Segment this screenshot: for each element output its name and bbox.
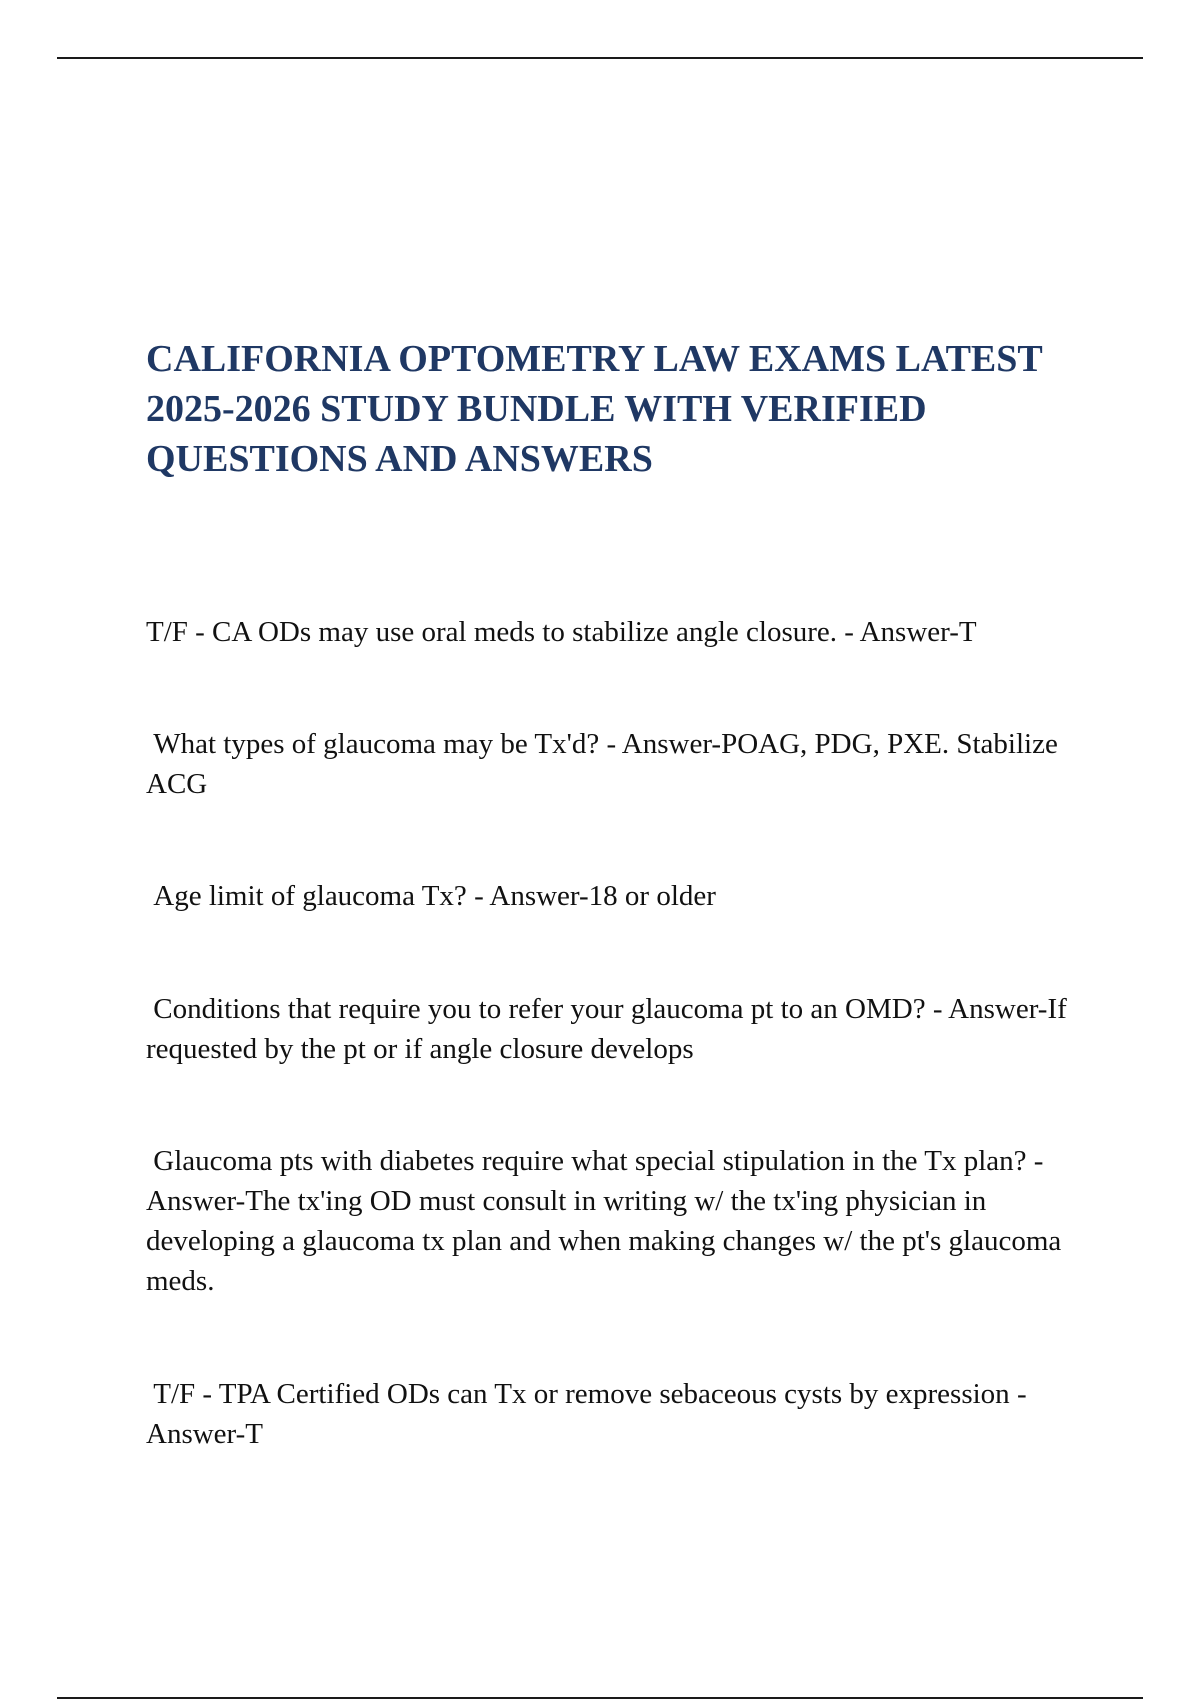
question-text: Glaucoma pts with diabetes require what special stipulation in the Tx plan? (146, 1145, 1027, 1177)
question-text: Age limit of glaucoma Tx? (146, 880, 467, 912)
answer-separator: - Answer- (146, 1378, 1033, 1450)
qa-item (146, 989, 1106, 1069)
question-text: T/F - TPA Certified ODs can Tx or remove sebaceous cysts by expression (146, 1378, 1010, 1410)
question-text: T/F - CA ODs may use oral meds to stabilize angle closure. (146, 616, 838, 648)
qa-item (146, 724, 1106, 804)
qa-item (146, 1141, 1106, 1301)
answer-text: POAG, PDG, PXE. Stabilize ACG (146, 728, 1064, 800)
answer-text: T (245, 1418, 263, 1450)
answer-text: If requested by the pt or if angle closure develops (146, 993, 1075, 1065)
answer-separator: - Answer- (146, 1145, 1050, 1217)
qa-item (146, 612, 1106, 652)
answer-separator: - Answer- (925, 993, 1048, 1025)
answer-text: T (958, 616, 977, 648)
question-text: Conditions that require you to refer your glaucoma pt to an OMD? (146, 993, 926, 1025)
footer-rule (57, 1697, 1143, 1699)
answer-text: The tx'ing OD must consult in writing w/ the tx'ing physician in developing a glaucoma tx plan and when making changes w/ the pt's glaucoma meds. (146, 1185, 1069, 1297)
header-rule (57, 57, 1143, 59)
answer-separator: - Answer- (466, 880, 589, 912)
document-title: CALIFORNIA OPTOMETRY LAW EXAMS LATEST 2025-2026 STUDY BUNDLE WITH VERIFIED QUESTIONS AND ANSWERS (146, 338, 1043, 480)
answer-text: 18 or older (588, 880, 716, 912)
question-text: What types of glaucoma may be Tx'd? (146, 728, 600, 760)
answer-separator: - Answer- (599, 728, 722, 760)
qa-item (146, 876, 1106, 916)
answer-separator: - Answer- (837, 616, 959, 648)
qa-item (146, 1374, 1106, 1454)
